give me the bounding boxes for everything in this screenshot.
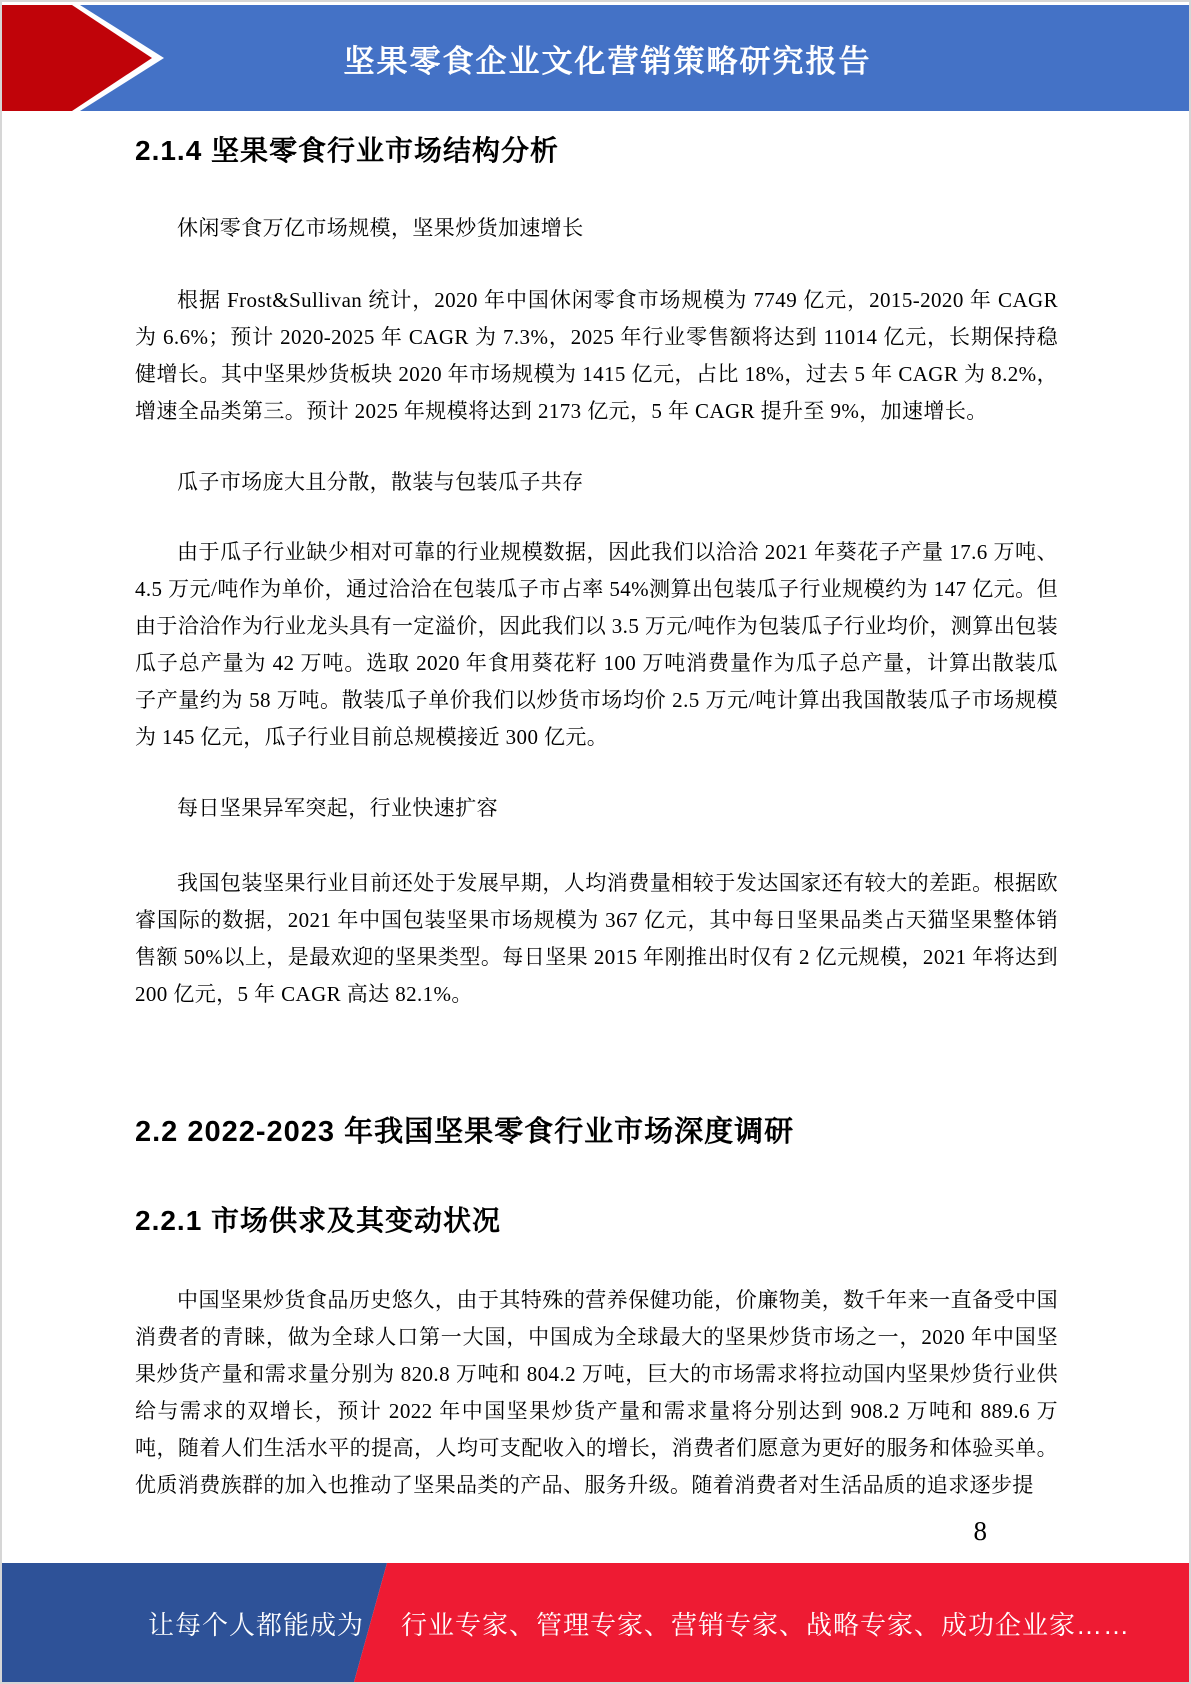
page-number: 8	[973, 1516, 987, 1546]
paragraph-packaged-nuts: 我国包装坚果行业目前还处于发展早期，人均消费量相较于发达国家还有较大的差距。根据欧睿国际的数据，2021 年中国包装坚果市场规模为 367 亿元，其中每日坚果品类占天猫坚果整体销售额 50%以上，是最欢迎的坚果类型。每日坚果 2015 年刚推出时仅有 2 亿元规模，2021 年将达到 200 亿元，5 年 CAGR 高达 82.1%。	[135, 871, 1058, 1007]
subheading-sunflower-seeds: 瓜子市场庞大且分散，散装与包装瓜子共存	[177, 470, 584, 495]
footer-slogan-left: 让每个人都能成为	[148, 1610, 365, 1640]
subheading-leisure-snacks: 休闲零食万亿市场规模，坚果炒货加速增长	[177, 216, 584, 241]
section-heading-2-1-4: 2.1.4 坚果零食行业市场结构分析	[135, 135, 560, 166]
page-body	[2, 111, 1189, 1504]
report-title: 坚果零食企业文化营销策略研究报告	[343, 43, 872, 79]
section-heading-2-2: 2.2 2022-2023 年我国坚果零食行业市场深度调研	[135, 1116, 795, 1149]
page-header-banner	[2, 5, 1189, 111]
paragraph-seed-market: 由于瓜子行业缺少相对可靠的行业规模数据，因此我们以洽洽 2021 年葵花子产量 17.6 万吨、4.5 万元/吨作为单价，通过洽洽在包装瓜子市占率 54%测算出包装瓜子行业规模约为 147 亿元。但由于洽洽作为行业龙头具有一定溢价，因此我们以 3.5 万元/吨作为包装瓜子行业均价，测算出包装瓜子总产量为 42 万吨。选取 2020 年食用葵花籽 100 万吨消费量作为瓜子总产量，计算出散装瓜子产量约为 58 万吨。散装瓜子单价我们以炒货市场均价 2.5 万元/吨计算出我国散装瓜子市场规模为 145 亿元，瓜子行业目前总规模接近 300 亿元。	[135, 540, 1058, 750]
subheading-daily-nuts: 每日坚果异军突起，行业快速扩容	[177, 796, 498, 821]
paragraph-market-size: 根据 Frost&Sullivan 统计，2020 年中国休闲零食市场规模为 7749 亿元，2015-2020 年 CAGR 为 6.6%；预计 2020-2025 年 CAGR 为 7.3%，2025 年行业零售额将达到 11014 亿元，长期保持稳健增长。其中坚果炒货板块 2020 年市场规模为 1415 亿元，占比 18%，过去 5 年 CAGR 为 8.2%，增速全品类第三。预计 2025 年规模将达到 2173 亿元，5 年 CAGR 提升至 9%，加速增长。	[135, 288, 1058, 424]
footer-slogan-right: 行业专家、管理专家、营销专家、战略专家、成功企业家……	[401, 1610, 1131, 1640]
paragraph-supply-demand: 中国坚果炒货食品历史悠久，由于其特殊的营养保健功能，价廉物美，数千年来一直备受中国消费者的青睐，做为全球人口第一大国，中国成为全球最大的坚果炒货市场之一，2020 年中国坚果炒货产量和需求量分别为 820.8 万吨和 804.2 万吨，巨大的市场需求将拉动国内坚果炒货行业供给与需求的双增长，预计 2022 年中国坚果炒货产量和需求量将分别达到 908.2 万吨和 889.6 万吨，随着人们生活水平的提高，人均可支配收入的增长，消费者们愿意为更好的服务和体验买单。优质消费族群的加入也推动了坚果品类的产品、服务升级。随着消费者对生活品质的追求逐步提	[135, 1288, 1058, 1498]
header-arrow-icon	[2, 5, 170, 111]
page-footer	[2, 1563, 1189, 1682]
section-heading-2-2-1: 2.2.1 市场供求及其变动状况	[135, 1205, 502, 1237]
